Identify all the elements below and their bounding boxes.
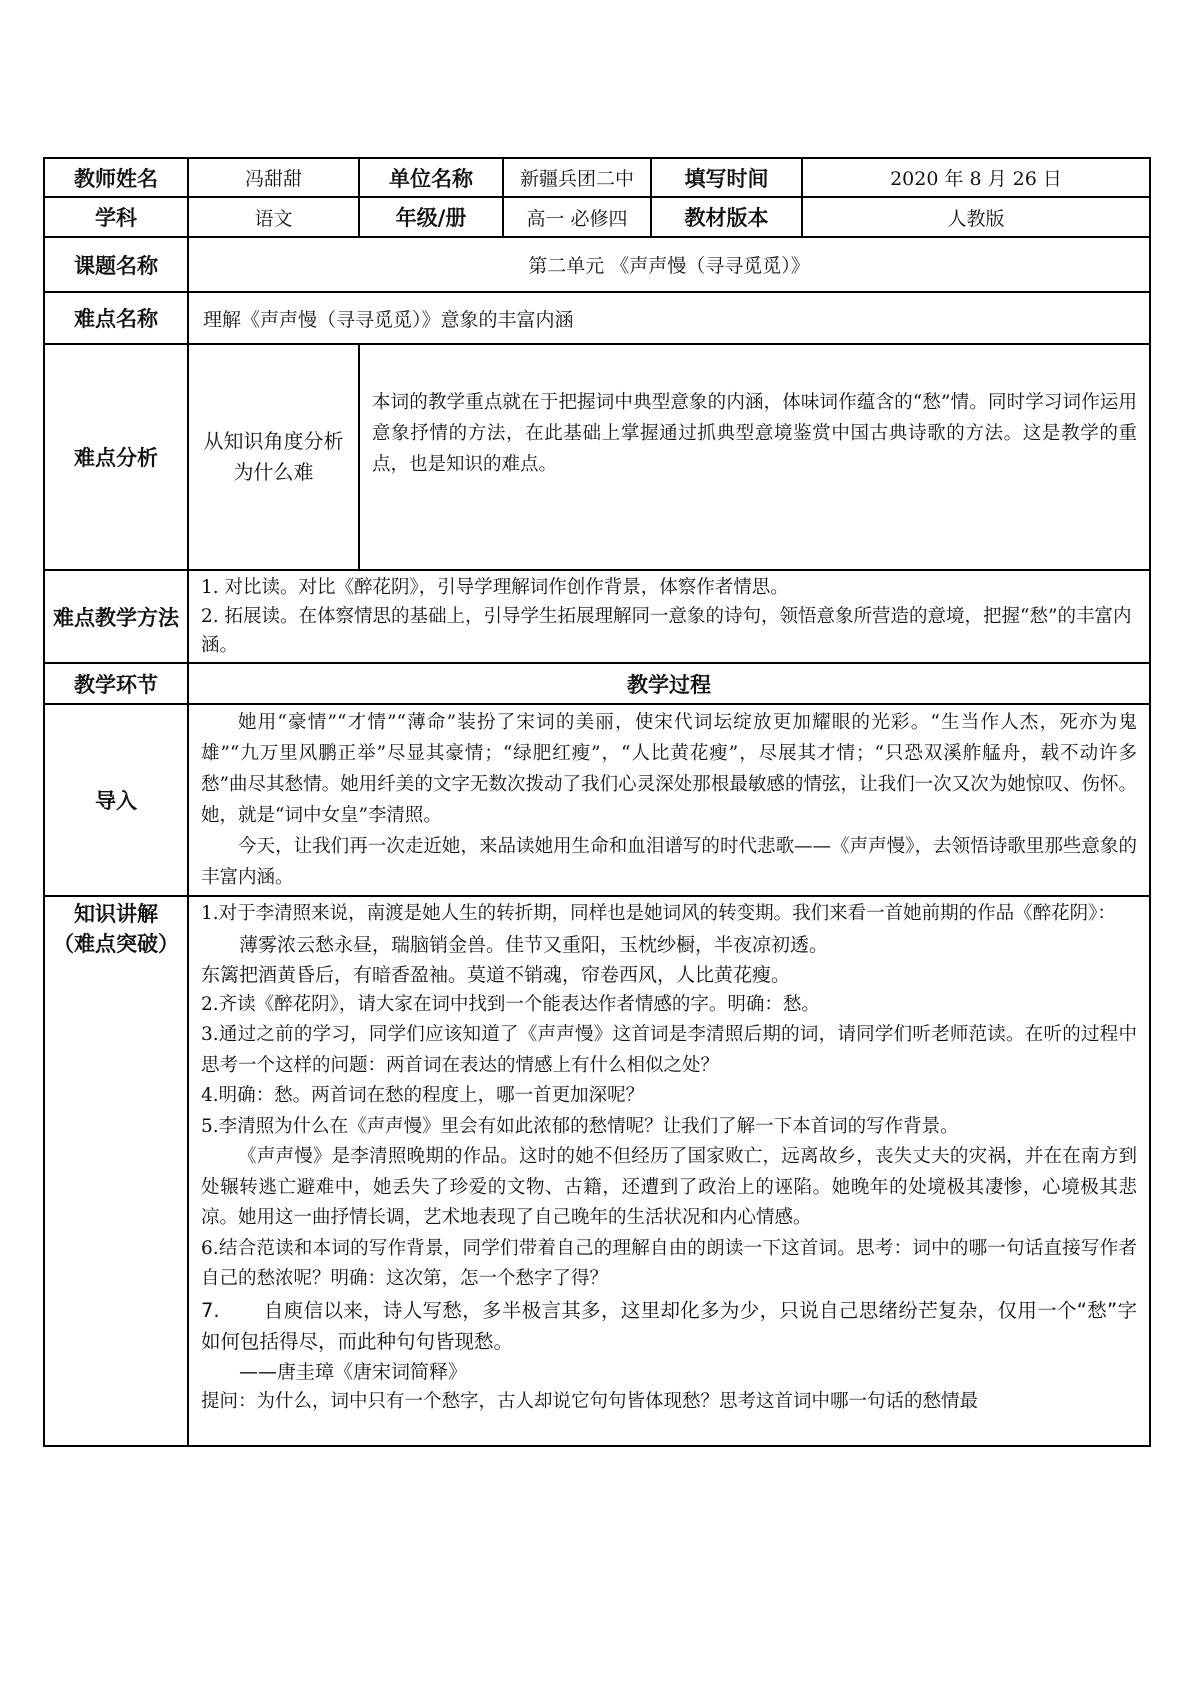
topic-label: 课题名称 [44, 237, 188, 292]
knowledge-p4: 4.明确：愁。两首词在愁的程度上，哪一首更加深呢？ [201, 1085, 645, 1106]
knowledge-p5-background: 《声声慢》是李清照晚期的作品。这时的她不但经历了国家败亡，远离故乡，丧失丈夫的灾祸，并在在南方到处辗转逃亡避难中，她丢失了珍爱的文物、古籍，还遭到了政治上的诬陷。她晚年的处境极其凄惨，心境极其悲凉。她用这一曲抒情长调，艺术地表现了自己晚年的生活状况和内心情感。 [201, 1146, 1137, 1228]
knowledge-label-cell [44, 896, 188, 1446]
knowledge-p7-quote: 自庾信以来，诗人写愁，多半极言其多，这里却化多为少，只说自己思绪纷芒复杂，仅用一个“愁”字如何包括得尽，而此种句句皆现愁。 [201, 1298, 1137, 1353]
knowledge-p7-number: 7. [201, 1298, 220, 1322]
poem-line-2: 东篱把酒黄昏后，有暗香盈袖。莫道不销魂，帘卷西风，人比黄花瘦。 [201, 963, 791, 986]
topic-row [44, 237, 1150, 292]
topic-value: 第二单元 《声声慢（寻寻觅觅）》 [188, 237, 1150, 292]
knowledge-p1: 1.对于李清照来说，南渡是她人生的转折期，同样也是她词风的转变期。我们来看一首她前期的作品《醉花阴》： [201, 903, 1116, 924]
intro-paragraph-2: 今天，让我们再一次走近她，来品读她用生命和血泪谱写的时代悲歌——《声声慢》，去领悟诗歌里那些意象的丰富内涵。 [201, 836, 1137, 888]
difficulty-value: 理解《声声慢（寻寻觅觅）》意象的丰富内涵 [188, 292, 1150, 344]
knowledge-p8: 提问：为什么，词中只有一个愁字，古人却说它句句皆体现愁？思考这首词中哪一句话的愁情最 [201, 1390, 979, 1412]
intro-paragraph-1: 她用“豪情”“才情”“薄命”装扮了宋词的美丽，使宋代词坛绽放更加耀眼的光彩。“生当作人杰，死亦为鬼雄”“九万里风鹏正举”尽显其豪情；“绿肥红瘦”，“人比黄花瘦”，尽展其才情；“只恐双溪舴艋舟，载不动许多愁”曲尽其愁情。她用纤美的文字无数次拨动了我们心灵深处那根最敏感的情弦，让我们一次又次为她惊叹、伤怀。她，就是“词中女皇”李清照。 [201, 712, 1137, 826]
poem-line-1: 薄雾浓云愁永昼，瑞脑销金兽。佳节又重阳，玉枕纱橱，半夜凉初透。 [239, 933, 829, 956]
date-value: 2020 年 8 月 26 日 [802, 158, 1150, 197]
method-item-1: 1. 对比读。对比《醉花阴》，引导学理解词作创作背景，体察作者情思。 [201, 577, 789, 598]
lesson-plan-form [43, 157, 1149, 1447]
date-label: 填写时间 [651, 158, 802, 197]
intro-row [44, 704, 1150, 896]
knowledge-p6: 6.结合范读和本词的写作背景，同学们带着自己的理解自由的朗读一下这首词。思考：词中的哪一句话直接写作者自己的愁浓呢？明确：这次第，怎一个愁字了得？ [201, 1237, 1137, 1289]
difficulty-row [44, 292, 1150, 344]
process-label: 教学过程 [188, 663, 1150, 704]
knowledge-p7-source: ——唐圭璋《唐宋词简释》 [239, 1360, 468, 1383]
unit-label: 单位名称 [359, 158, 503, 197]
knowledge-p5: 5.李清照为什么在《声声慢》里会有如此浓郁的愁情呢？让我们了解一下本首词的写作背景。 [201, 1115, 959, 1137]
knowledge-p7 [201, 1295, 1137, 1357]
grade-label: 年级/册 [359, 197, 503, 237]
analysis-row [44, 344, 1150, 570]
teacher-value: 冯甜甜 [188, 158, 359, 197]
subject-label: 学科 [44, 197, 188, 237]
methods-cell [188, 570, 1150, 663]
analysis-label: 难点分析 [44, 344, 188, 570]
unit-value: 新疆兵团二中 [503, 158, 651, 197]
intro-label: 导入 [44, 704, 188, 896]
knowledge-label: 知识讲解 [74, 902, 158, 926]
knowledge-p3: 3.通过之前的学习，同学们应该知道了《声声慢》这首词是李清照后期的词，请同学们听老师范读。在听的过程中思考一个这样的问题：两首词在表达的情感上有什么相似之处？ [201, 1024, 1137, 1076]
methods-label: 难点教学方法 [44, 570, 188, 663]
subject-value: 语文 [188, 197, 359, 237]
knowledge-row [44, 896, 1150, 1446]
grade-value: 高一 必修四 [503, 197, 651, 237]
header-row-2 [44, 197, 1150, 237]
knowledge-sub-label: （难点突破） [53, 932, 179, 956]
knowledge-cell [188, 896, 1150, 1446]
lesson-plan-table [43, 157, 1151, 1447]
edition-label: 教材版本 [651, 197, 802, 237]
teacher-label: 教师姓名 [44, 158, 188, 197]
methods-row [44, 570, 1150, 663]
header-row-1 [44, 158, 1150, 197]
process-header-row [44, 663, 1150, 704]
knowledge-p2: 2.齐读《醉花阴》，请大家在词中找到一个能表达作者情感的字。明确：愁。 [201, 993, 820, 1015]
edition-value: 人教版 [802, 197, 1150, 237]
method-item-2: 2. 拓展读。在体察情思的基础上，引导学生拓展理解同一意象的诗句，领悟意象所营造的意境，把握“愁”的丰富内涵。 [201, 606, 1132, 656]
difficulty-label: 难点名称 [44, 292, 188, 344]
intro-cell [188, 704, 1150, 896]
analysis-sub-label: 从知识角度分析为什么难 [188, 344, 359, 570]
process-stage-label: 教学环节 [44, 663, 188, 704]
analysis-text: 本词的教学重点就在于把握词中典型意象的内涵，体味词作蕴含的“愁”情。同时学习词作运用意象抒情的方法，在此基础上掌握通过抓典型意境鉴赏中国古典诗歌的方法。这是教学的重点，也是知识的难点。 [359, 344, 1150, 570]
